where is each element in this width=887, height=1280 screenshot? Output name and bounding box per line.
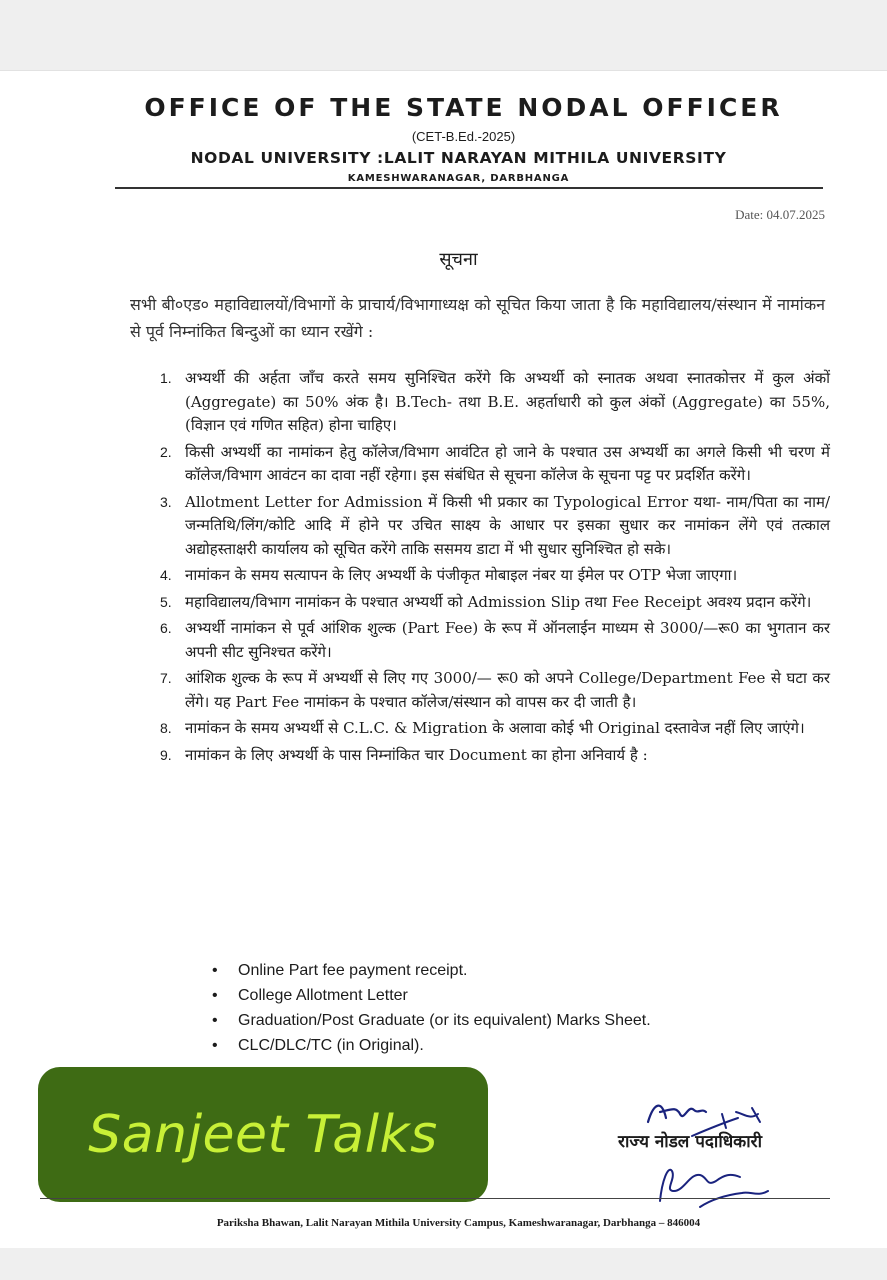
item-text: किसी अभ्यर्थी का नामांकन हेतु कॉलेज/विभाग आवंटित हो जाने के पश्चात उस अभ्यर्थी का अगले किसी भी चरण में कॉलेज/विभाग आवंटन का दावा नहीं रहेगा। इस संबंधित से सूचना कॉलेज के सूचना पट्ट पर प्रदर्शित करेंगे। bbox=[185, 442, 830, 484]
instruction-item bbox=[150, 667, 830, 714]
bullet-icon: • bbox=[212, 1037, 218, 1054]
header-divider bbox=[115, 187, 823, 189]
notice-date: Date: 04.07.2025 bbox=[735, 207, 825, 222]
instruction-item bbox=[150, 591, 830, 615]
bottom-margin-band bbox=[0, 1248, 887, 1280]
item-text: नामांकन के समय अभ्यर्थी से C.L.C. & Migration के अलावा कोई भी Original दस्तावेज नहीं लिए जाएंगे। bbox=[185, 719, 805, 737]
document-item bbox=[208, 983, 808, 1008]
signatory-designation: राज्य नोडल पदाधिकारी bbox=[618, 1132, 762, 1152]
item-number: 9. bbox=[160, 746, 172, 763]
document-text: College Allotment Letter bbox=[238, 987, 408, 1004]
required-documents-list bbox=[208, 958, 808, 1058]
instruction-item bbox=[150, 491, 830, 562]
document-item bbox=[208, 1008, 808, 1033]
item-number: 4. bbox=[160, 567, 172, 583]
handwritten-initials-icon bbox=[650, 1151, 780, 1211]
item-text: महाविद्यालय/विभाग नामांकन के पश्चात अभ्यर्थी को Admission Slip तथा Fee Receipt अवश्य प्रदान करेंगे। bbox=[185, 592, 812, 611]
bullet-icon: • bbox=[212, 962, 218, 979]
document-item bbox=[208, 1033, 808, 1058]
notice-document bbox=[0, 70, 887, 1249]
bullet-icon: • bbox=[212, 1012, 218, 1029]
instruction-item bbox=[150, 617, 830, 664]
instruction-item bbox=[150, 441, 830, 488]
item-number: 6. bbox=[160, 620, 172, 636]
watermark-badge bbox=[38, 1067, 488, 1202]
item-text: अभ्यर्थी की अर्हता जाँच करते समय सुनिश्चित करेंगे कि अभ्यर्थी को स्नातक अथवा स्नातकोत्तर में कुल अंकों (Aggregate) का 50% अंक है। B.Tech- तथा B.E. अहर्ताधारी को कुल अंकों (Aggregate) का 55%, (विज्ञान एवं गणित सहित) होना चाहिए। bbox=[185, 369, 830, 434]
footer-divider bbox=[40, 1198, 830, 1199]
item-number: 2. bbox=[160, 443, 172, 460]
university-name: NODAL UNIVERSITY :LALIT NARAYAN MITHILA UNIVERSITY bbox=[190, 149, 727, 167]
item-number: 3. bbox=[160, 493, 172, 510]
document-text: Online Part fee payment receipt. bbox=[238, 962, 468, 979]
item-text: नामांकन के लिए अभ्यर्थी के पास निम्नांकित चार Document का होना अनिवार्य है : bbox=[185, 745, 648, 764]
bullet-icon: • bbox=[212, 987, 218, 1004]
document-text: CLC/DLC/TC (in Original). bbox=[238, 1037, 424, 1054]
instruction-item bbox=[150, 717, 830, 741]
item-text: अभ्यर्थी नामांकन से पूर्व आंशिक शुल्क (Part Fee) के रूप में ऑनलाईन माध्यम से 3000/—रू0 का भुगतान कर अपनी सीट सुनिश्चत करेंगे। bbox=[185, 619, 830, 661]
instruction-item bbox=[150, 564, 830, 588]
office-title: OFFICE OF THE STATE NODAL OFFICER bbox=[144, 93, 783, 122]
document-item bbox=[208, 958, 808, 983]
notice-heading: सूचना bbox=[439, 249, 478, 270]
instruction-item bbox=[150, 367, 830, 438]
instruction-list bbox=[150, 367, 830, 770]
top-margin-band bbox=[0, 0, 887, 70]
footer-address: Pariksha Bhawan, Lalit Narayan Mithila University Campus, Kameshwaranagar, Darbhanga – 846004 bbox=[216, 1217, 701, 1229]
watermark-text: Sanjeet Talks bbox=[88, 1104, 438, 1165]
item-number: 8. bbox=[160, 720, 172, 736]
exam-name: (CET-B.Ed.-2025) bbox=[411, 129, 516, 144]
item-number: 1. bbox=[160, 370, 172, 386]
intro-paragraph: सभी बी०एड० महाविद्यालयों/विभागों के प्राचार्य/विभागाध्यक्ष को सूचित किया जाता है कि महाविद्यालय/संस्थान में नामांकन से पूर्व निम्नांकित बिन्दुओं का ध्यान रखेंगे : bbox=[130, 295, 825, 341]
item-text: आंशिक शुल्क के रूप में अभ्यर्थी से लिए गए 3000/— रू0 को अपने College/Department Fee से घटा कर लेंगे। यह Part Fee नामांकन के पश्चात कॉलेज/संस्थान को वापस कर दी जाती है। bbox=[185, 669, 830, 711]
item-number: 5. bbox=[160, 593, 172, 610]
university-address: KAMESHWARANAGAR, DARBHANGA bbox=[347, 173, 570, 184]
item-text: Allotment Letter for Admission में किसी भी प्रकार का Typological Error यथा- नाम/पिता का नाम/जन्मतिथि/लिंग/कोटि आदि में होने पर उचित साक्ष्य के आधार पर इसका सुधार कर नामांकन लेंगे एवं तत्काल अद्योहस्ताक्षरी कार्यालय को सूचित करेंगे ताकि ससमय डाटा में भी सुधार सुनिश्चित हो सके। bbox=[185, 492, 830, 558]
document-text: Graduation/Post Graduate (or its equivalent) Marks Sheet. bbox=[238, 1012, 651, 1029]
instruction-item bbox=[150, 744, 830, 768]
item-number: 7. bbox=[160, 670, 172, 686]
item-text: नामांकन के समय सत्यापन के लिए अभ्यर्थी के पंजीकृत मोबाइल नंबर या ईमेल पर OTP भेजा जाएगा। bbox=[185, 566, 738, 584]
